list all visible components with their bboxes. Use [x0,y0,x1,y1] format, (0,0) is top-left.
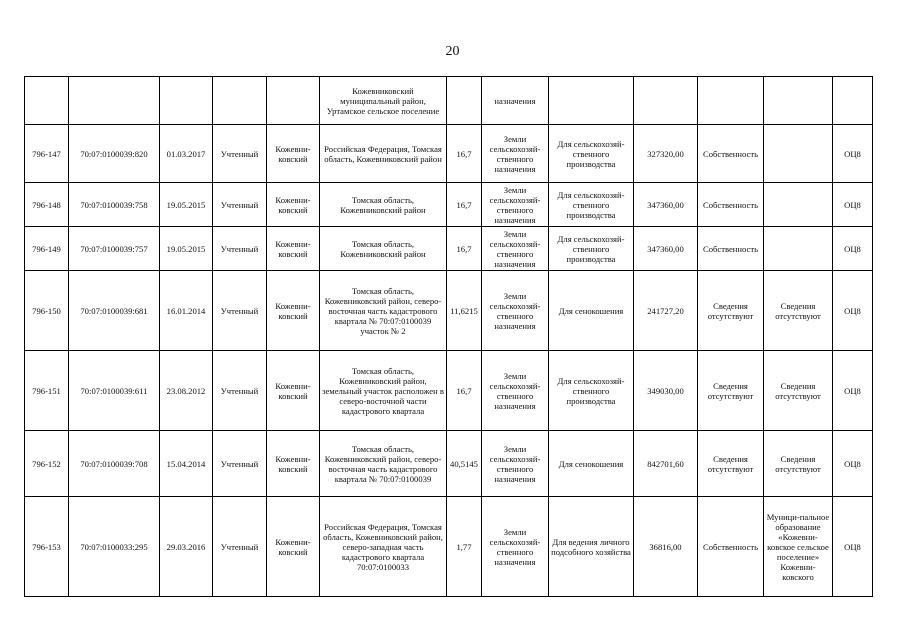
cell-cadastral: 70:07:0100033:295 [69,497,160,597]
cell-area: 40,5145 [447,431,482,497]
cell-date: 19.05.2015 [160,227,213,271]
cell-address: Кожевниковский муниципальный район, Уртамское сельское поселение [320,77,447,125]
cell-cadastral: 70:07:0100039:757 [69,227,160,271]
cell-use: Для сельскохозяй-ственного производства [549,351,634,431]
cell-value: 842701,60 [634,431,698,497]
cell-owner [764,183,833,227]
cell-category: Земли сельскохозяй-ственного назначения [482,125,549,183]
cell-category: Земли сельскохозяй-ственного назначения [482,497,549,597]
cell-use: Для ведения личного подсобного хозяйства [549,497,634,597]
cell-district [267,77,320,125]
cell-cadastral: 70:07:0100039:611 [69,351,160,431]
cell-value: 327320,00 [634,125,698,183]
cell-value: 36816,00 [634,497,698,597]
cell-area: 16,7 [447,183,482,227]
cell-district: Кожевни-ковский [267,497,320,597]
cell-right: Собственность [698,183,764,227]
cell-value: 347360,00 [634,227,698,271]
table-row [25,227,873,271]
cell-code: ОЦ8 [833,351,873,431]
cell-status: Учтенный [213,431,267,497]
cell-num: 796-147 [25,125,69,183]
cell-category: Земли сельскохозяй-ственного назначения [482,227,549,271]
cell-right: Собственность [698,497,764,597]
cell-owner: Сведения отсутствуют [764,351,833,431]
cell-num: 796-150 [25,271,69,351]
cell-cadastral [69,77,160,125]
cell-district: Кожевни-ковский [267,183,320,227]
cell-num: 796-151 [25,351,69,431]
cell-status: Учтенный [213,271,267,351]
cell-cadastral: 70:07:0100039:681 [69,271,160,351]
cell-area: 1,77 [447,497,482,597]
cell-date: 15.04.2014 [160,431,213,497]
cell-use: Для сенокошения [549,431,634,497]
cell-district: Кожевни-ковский [267,431,320,497]
table-row [25,497,873,597]
cell-address: Томская область, Кожевниковский район, северо-восточная часть кадастрового квартала № 70:07:0100039 [320,431,447,497]
cell-area [447,77,482,125]
cell-district: Кожевни-ковский [267,271,320,351]
cell-date: 23.08.2012 [160,351,213,431]
cell-date [160,77,213,125]
cell-district: Кожевни-ковский [267,351,320,431]
cell-right: Собственность [698,125,764,183]
cell-owner: Сведения отсутствуют [764,431,833,497]
cell-date: 29.03.2016 [160,497,213,597]
cell-use: Для сельскохозяй-ственного производства [549,125,634,183]
cell-code [833,77,873,125]
cell-area: 16,7 [447,227,482,271]
cell-owner: Муници-пальное образование «Кожевни-ковское сельское поселение» Кожевни-ковского [764,497,833,597]
table-row-continuation [25,77,873,125]
cell-date: 01.03.2017 [160,125,213,183]
page-number: 20 [445,44,460,59]
table-row [25,125,873,183]
cell-code: ОЦ8 [833,125,873,183]
cell-value [634,77,698,125]
cell-status: Учтенный [213,125,267,183]
cell-address: Российская Федерация, Томская область, Кожевниковский район, северо-западная часть кадастрового квартала 70:07:0100033 [320,497,447,597]
cell-right [698,77,764,125]
cell-status: Учтенный [213,351,267,431]
cell-owner: Сведения отсутствуют [764,271,833,351]
cell-code: ОЦ8 [833,497,873,597]
cell-num [25,77,69,125]
cell-code: ОЦ8 [833,271,873,351]
cell-area: 16,7 [447,125,482,183]
cell-num: 796-149 [25,227,69,271]
cell-district: Кожевни-ковский [267,227,320,271]
cell-cadastral: 70:07:0100039:708 [69,431,160,497]
cell-code: ОЦ8 [833,183,873,227]
cell-num: 796-148 [25,183,69,227]
cell-address: Томская область, Кожевниковский район, земельный участок расположен в северо-восточной части кадастрового квартала [320,351,447,431]
cell-status: Учтенный [213,227,267,271]
cell-code: ОЦ8 [833,431,873,497]
cell-category: назначения [482,77,549,125]
cell-category: Земли сельскохозяй-ственного назначения [482,351,549,431]
cell-address: Томская область, Кожевниковский район [320,183,447,227]
cell-num: 796-153 [25,497,69,597]
cell-owner [764,77,833,125]
cell-value: 241727,20 [634,271,698,351]
table-row [25,351,873,431]
table-row [25,183,873,227]
cell-category: Земли сельскохозяй-ственного назначения [482,271,549,351]
cell-right: Сведения отсутствуют [698,351,764,431]
cell-category: Земли сельскохозяй-ственного назначения [482,431,549,497]
cell-date: 19.05.2015 [160,183,213,227]
cell-area: 16,7 [447,351,482,431]
land-register-table [24,76,873,597]
cell-status: Учтенный [213,497,267,597]
cell-value: 347360,00 [634,183,698,227]
cell-use: Для сельскохозяй-ственного производства [549,183,634,227]
cell-status: Учтенный [213,183,267,227]
cell-use: Для сенокошения [549,271,634,351]
cell-date: 16.01.2014 [160,271,213,351]
cell-right: Сведения отсутствуют [698,271,764,351]
table-row [25,271,873,351]
cell-area: 11,6215 [447,271,482,351]
cell-address: Томская область, Кожевниковский район, северо-восточная часть кадастрового квартала № 70:07:0100039 участок № 2 [320,271,447,351]
cell-cadastral: 70:07:0100039:758 [69,183,160,227]
cell-use [549,77,634,125]
cell-owner [764,125,833,183]
cell-address: Томская область, Кожевниковский район [320,227,447,271]
cell-district: Кожевни-ковский [267,125,320,183]
table-row [25,431,873,497]
cell-cadastral: 70:07:0100039:820 [69,125,160,183]
cell-code: ОЦ8 [833,227,873,271]
cell-value: 349030,00 [634,351,698,431]
cell-num: 796-152 [25,431,69,497]
cell-right: Сведения отсутствуют [698,431,764,497]
cell-use: Для сельскохозяй-ственного производства [549,227,634,271]
cell-right: Собственность [698,227,764,271]
cell-address: Российская Федерация, Томская область, Кожевниковский район [320,125,447,183]
cell-status [213,77,267,125]
cell-owner [764,227,833,271]
cell-category: Земли сельскохозяй-ственного назначения [482,183,549,227]
